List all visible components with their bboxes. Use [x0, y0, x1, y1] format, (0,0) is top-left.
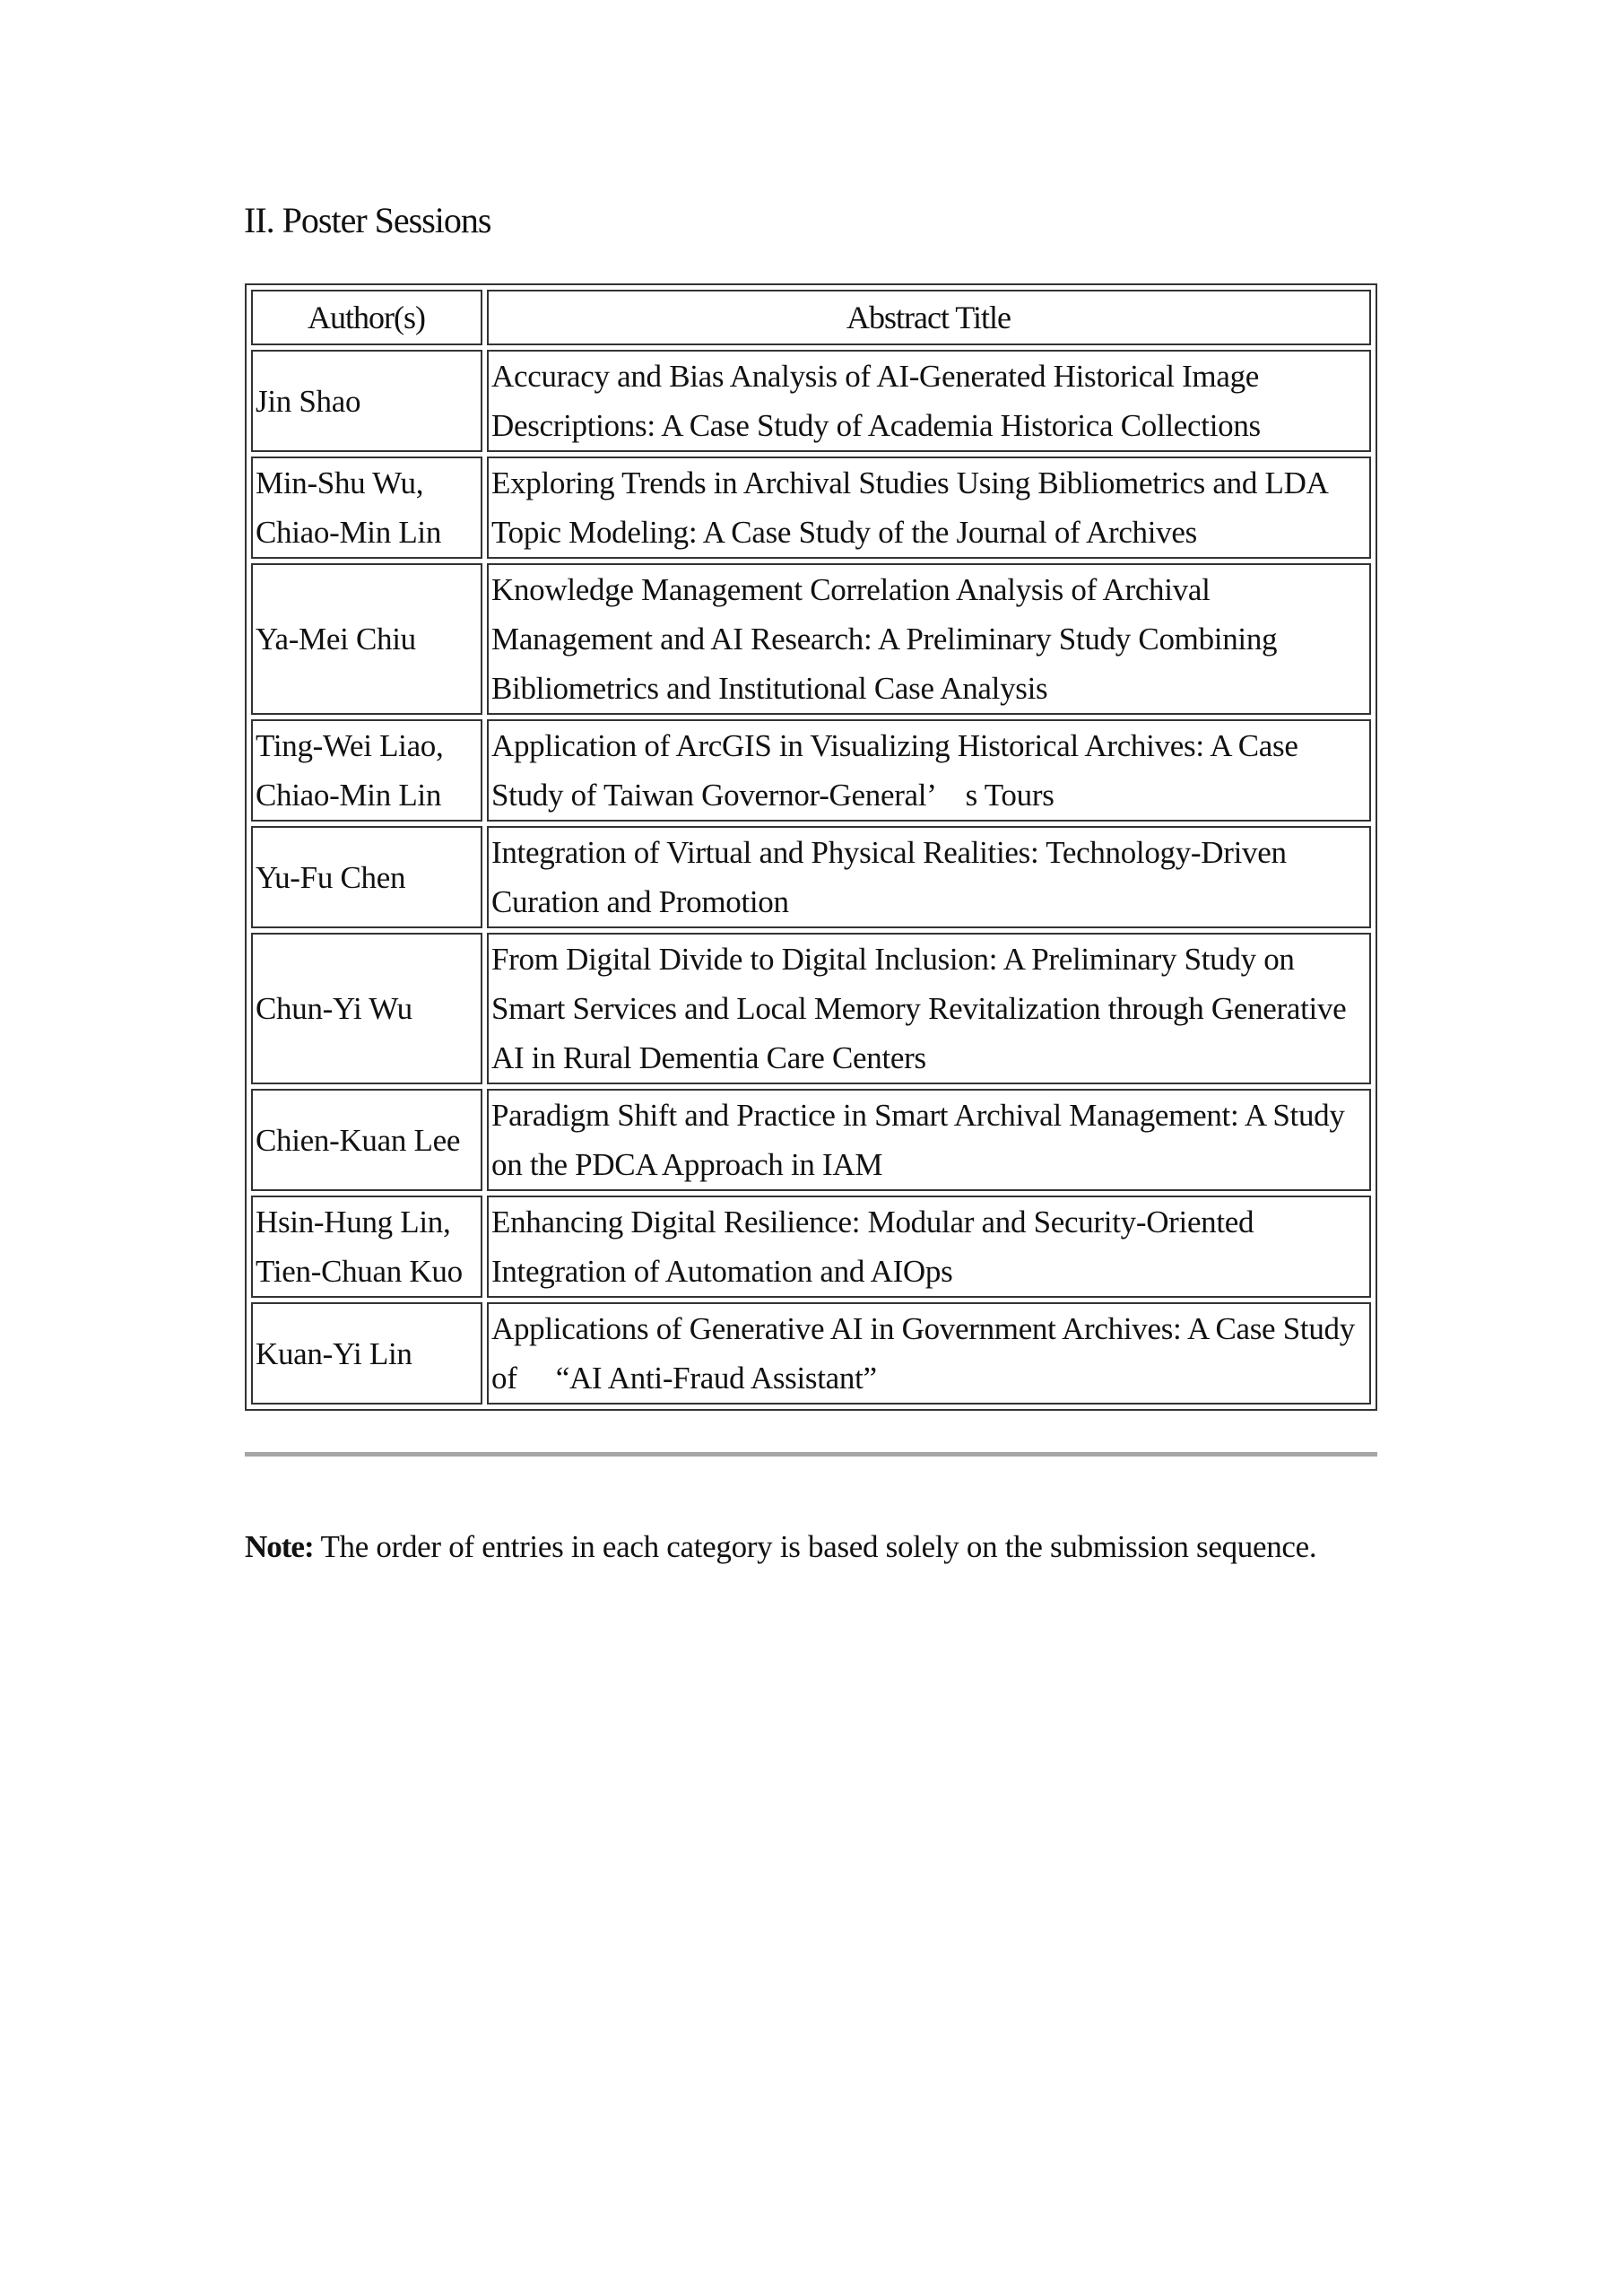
author-cell: Chun-Yi Wu: [251, 933, 482, 1084]
author-cell: Jin Shao: [251, 350, 482, 452]
abstract-title-cell: Application of ArcGIS in Visualizing Historical Archives: A Case Study of Taiwan Governor-General’ s Tours: [487, 719, 1371, 822]
note-text: The order of entries in each category is based solely on the submission sequence.: [313, 1529, 1317, 1564]
abstract-title-cell: Exploring Trends in Archival Studies Using Bibliometrics and LDA Topic Modeling: A Case Study of the Journal of Archives: [487, 457, 1371, 559]
author-cell: Yu-Fu Chen: [251, 826, 482, 928]
author-cell: Ya-Mei Chiu: [251, 563, 482, 715]
header-authors: Author(s): [251, 290, 482, 345]
poster-sessions-table-wrapper: [245, 283, 1377, 1411]
note-label: Note:: [245, 1529, 314, 1564]
author-cell: Min-Shu Wu, Chiao-Min Lin: [251, 457, 482, 559]
table-row: [251, 933, 1371, 1084]
abstract-title-cell: Integration of Virtual and Physical Realities: Technology-Driven Curation and Promotion: [487, 826, 1371, 928]
table-row: [251, 563, 1371, 715]
abstract-title-cell: Paradigm Shift and Practice in Smart Archival Management: A Study on the PDCA Approach in IAM: [487, 1089, 1371, 1191]
header-abstract-title: Abstract Title: [487, 290, 1371, 345]
horizontal-divider: [245, 1452, 1377, 1457]
abstract-title-cell: Enhancing Digital Resilience: Modular and Security-Oriented Integration of Automation and AIOps: [487, 1196, 1371, 1298]
abstract-title-cell: Accuracy and Bias Analysis of AI-Generated Historical Image Descriptions: A Case Study of Academia Historica Collections: [487, 350, 1371, 452]
table-row: [251, 350, 1371, 452]
table-row: [251, 719, 1371, 822]
table-row: [251, 457, 1371, 559]
section-title: II. Poster Sessions: [244, 200, 491, 240]
abstract-title-cell: Applications of Generative AI in Government Archives: A Case Study of “AI Anti-Fraud Assistant”: [487, 1302, 1371, 1405]
table-row: [251, 1302, 1371, 1405]
table-row: [251, 826, 1371, 928]
author-cell: Hsin-Hung Lin, Tien-Chuan Kuo: [251, 1196, 482, 1298]
abstract-title-cell: Knowledge Management Correlation Analysis of Archival Management and AI Research: A Preliminary Study Combining Bibliometrics and Institutional Case Analysis: [487, 563, 1371, 715]
table-row: [251, 1196, 1371, 1298]
table-row: [251, 1089, 1371, 1191]
author-cell: Kuan-Yi Lin: [251, 1302, 482, 1405]
poster-sessions-table: [245, 283, 1377, 1411]
author-cell: Ting-Wei Liao, Chiao-Min Lin: [251, 719, 482, 822]
note-paragraph: [245, 1529, 1316, 1565]
table-header-row: [251, 290, 1371, 345]
author-cell: Chien-Kuan Lee: [251, 1089, 482, 1191]
abstract-title-cell: From Digital Divide to Digital Inclusion: A Preliminary Study on Smart Services and Local Memory Revitalization through Generative AI in Rural Dementia Care Centers: [487, 933, 1371, 1084]
